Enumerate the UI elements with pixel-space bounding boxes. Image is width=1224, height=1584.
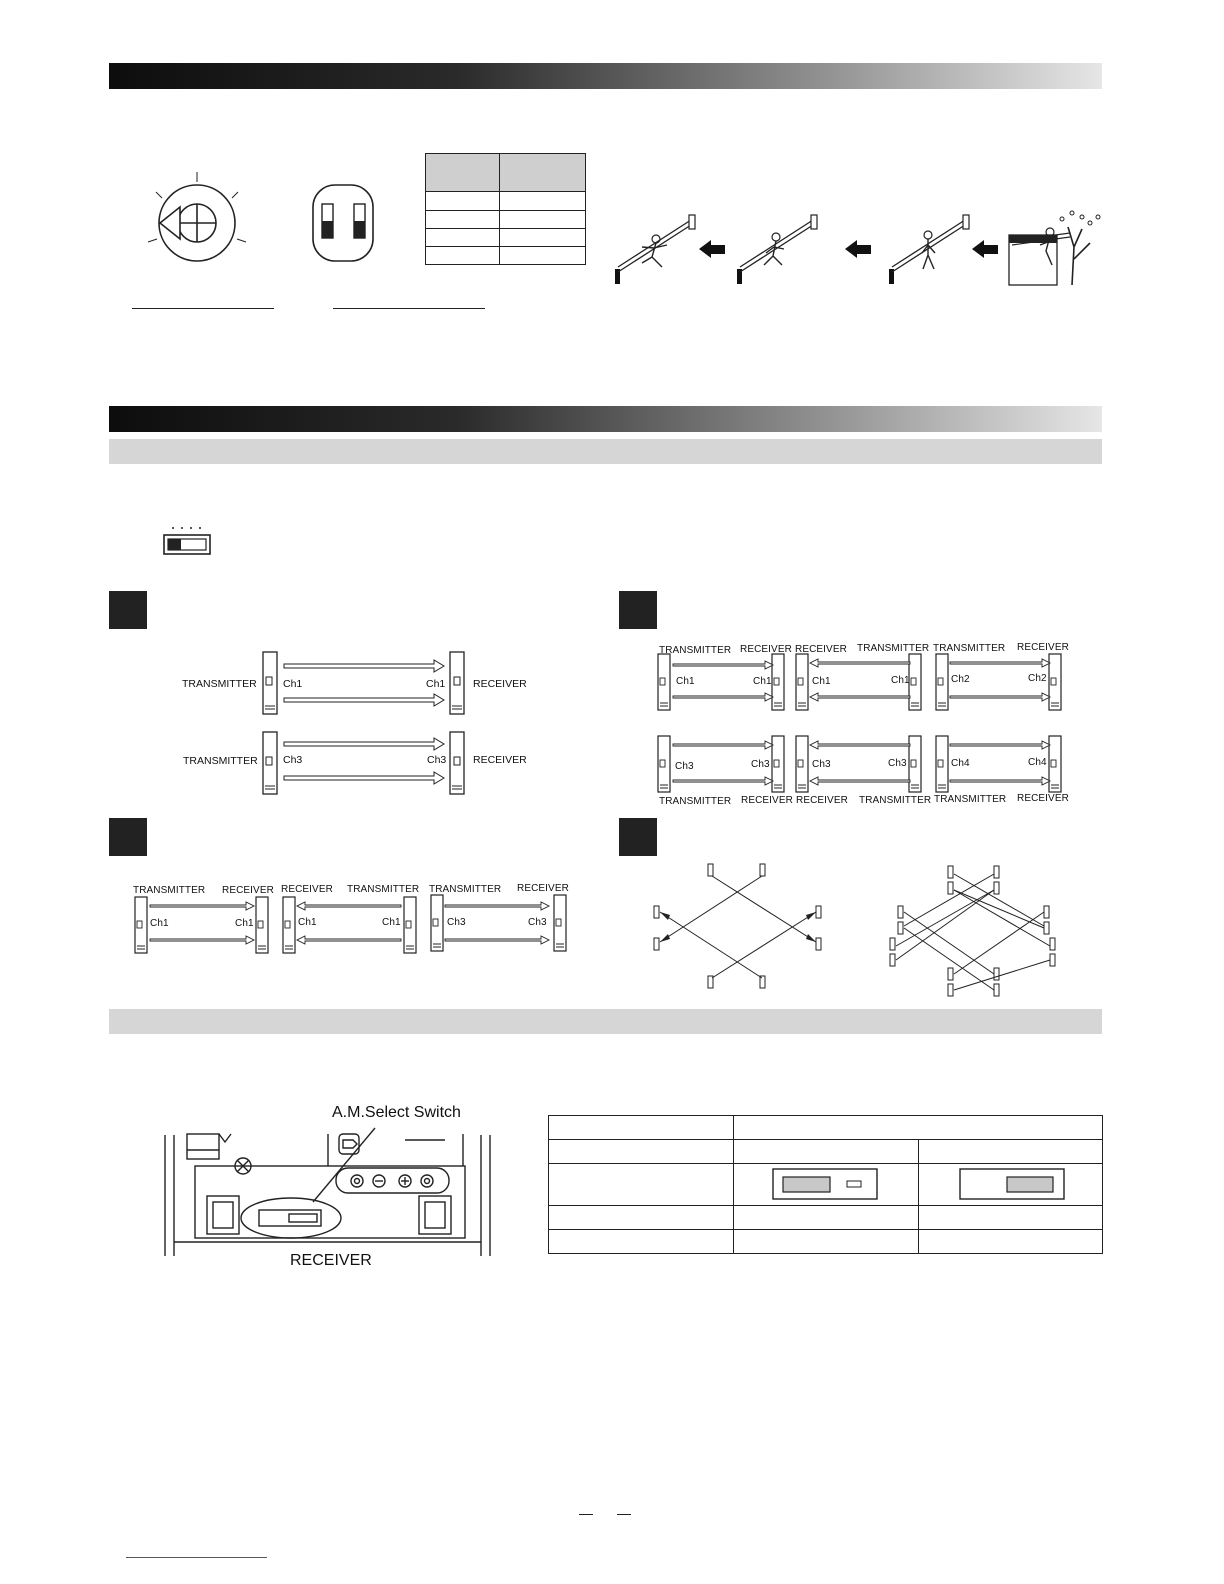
figure-number-box-1 — [109, 591, 147, 629]
fig3-transmitter-3: TRANSMITTER — [933, 643, 1006, 654]
fig3-ch-l: Ch4 — [1028, 757, 1047, 768]
fig3-ch-e: Ch2 — [951, 674, 970, 685]
interruption-time-table — [425, 153, 586, 265]
fig1-ch-d: Ch1 — [382, 917, 401, 928]
linear-segments-diagram — [133, 893, 573, 955]
fig2-ch-label-tx-1: Ch1 — [283, 678, 303, 690]
stacked-pairs-diagram — [262, 650, 472, 796]
section-header-bar-1 — [109, 63, 1102, 89]
fig2-ch-label-tx-2: Ch3 — [283, 754, 303, 766]
page-number-dash-right — [617, 1514, 631, 1515]
fig2-receiver-label-2: RECEIVER — [473, 754, 527, 766]
fig1-ch-f: Ch3 — [528, 917, 547, 928]
fig3-transmitter-1: TRANSMITTER — [659, 645, 732, 656]
figure-number-box-4 — [619, 818, 657, 856]
fig3-receiver-5: RECEIVER — [796, 795, 848, 806]
fig3-transmitter-6: TRANSMITTER — [934, 794, 1007, 805]
fig1-receiver-2: RECEIVER — [281, 884, 333, 895]
fig1-ch-c: Ch1 — [298, 917, 317, 928]
fig3-receiver-1: RECEIVER — [740, 644, 792, 655]
channel-switch-icon — [163, 526, 211, 556]
figure-number-box-3 — [109, 818, 147, 856]
fig1-receiver-3: RECEIVER — [517, 883, 569, 894]
fig3-ch-a: Ch1 — [676, 676, 695, 687]
perimeter-cross-diagram-right — [886, 862, 1062, 1000]
intruder-speed-illustration — [612, 207, 1107, 287]
fig3-transmitter-4: TRANSMITTER — [659, 796, 732, 807]
dip-switch-icon — [312, 184, 374, 262]
receiver-board-label: RECEIVER — [290, 1252, 372, 1269]
fig3-ch-h: Ch3 — [751, 759, 770, 770]
fig2-receiver-label-1: RECEIVER — [473, 678, 527, 690]
am-select-table — [548, 1115, 1103, 1254]
fig2-transmitter-label-2: TRANSMITTER — [183, 755, 258, 767]
fig2-ch-label-rx-2: Ch3 — [427, 754, 447, 766]
underline-2 — [333, 308, 485, 309]
interruption-time-dial-icon — [140, 165, 250, 255]
page-number-dash-left — [579, 1514, 593, 1515]
fig3-ch-i: Ch3 — [812, 759, 831, 770]
subsection-bar-channel — [109, 439, 1102, 464]
fig3-receiver-3: RECEIVER — [1017, 642, 1069, 653]
fig3-receiver-2: RECEIVER — [795, 644, 847, 655]
fig3-transmitter-2: TRANSMITTER — [857, 643, 930, 654]
footer-link-underline — [126, 1557, 267, 1558]
figure-number-box-2 — [619, 591, 657, 629]
fig3-ch-j: Ch3 — [888, 758, 907, 769]
fig3-receiver-6: RECEIVER — [1017, 793, 1069, 804]
fig3-transmitter-5: TRANSMITTER — [859, 795, 932, 806]
underline-1 — [132, 308, 274, 309]
switch-position-left-icon — [772, 1167, 880, 1201]
fig2-ch-label-rx-1: Ch1 — [426, 678, 446, 690]
fig3-ch-d: Ch1 — [891, 675, 910, 686]
multi-segment-diagram — [656, 652, 1066, 792]
perimeter-cross-diagram-left — [650, 862, 826, 992]
fig3-ch-c: Ch1 — [812, 676, 831, 687]
fig3-ch-b: Ch1 — [753, 676, 772, 687]
receiver-board-illustration — [163, 1120, 493, 1260]
fig1-transmitter-1: TRANSMITTER — [133, 885, 206, 896]
fig1-ch-e: Ch3 — [447, 917, 466, 928]
switch-position-right-icon — [959, 1167, 1067, 1201]
fig1-transmitter-2: TRANSMITTER — [347, 884, 420, 895]
fig3-ch-g: Ch3 — [675, 761, 694, 772]
fig1-receiver-1: RECEIVER — [222, 885, 274, 896]
fig3-ch-f: Ch2 — [1028, 673, 1047, 684]
section-header-bar-2 — [109, 406, 1102, 432]
fig3-ch-k: Ch4 — [951, 758, 970, 769]
fig3-receiver-4: RECEIVER — [741, 795, 793, 806]
am-select-switch-label: A.M.Select Switch — [332, 1104, 461, 1121]
fig2-transmitter-label-1: TRANSMITTER — [182, 678, 257, 690]
fig1-ch-b: Ch1 — [235, 918, 254, 929]
subsection-bar-am-select — [109, 1009, 1102, 1034]
fig1-ch-a: Ch1 — [150, 918, 169, 929]
fig1-transmitter-3: TRANSMITTER — [429, 884, 502, 895]
